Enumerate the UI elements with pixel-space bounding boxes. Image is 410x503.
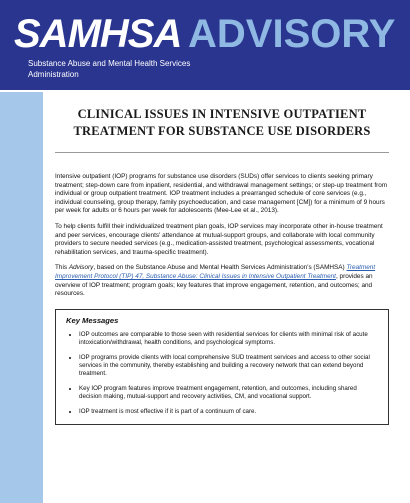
key-message-item: • IOP programs provide clients with local comprehensive SUD treatment services and access to other social services in the community, thereby establishing and building a recovery network that can extend beyond treatment. bbox=[79, 354, 378, 379]
advisory-label: ADVISORY bbox=[188, 12, 396, 56]
key-message-item: • Key IOP program features improve treatment engagement, retention, and outcomes, including shared decision making, mutual-support and recovery activities, CM, and vocational support. bbox=[79, 385, 378, 402]
key-messages-list bbox=[66, 331, 378, 416]
key-messages-box bbox=[55, 309, 389, 425]
title-divider bbox=[55, 152, 389, 153]
overview-lead: This bbox=[55, 264, 69, 272]
samhsa-logo: SAMHSA bbox=[14, 12, 182, 56]
overview-middle: , based on the Substance Abuse and Mental Health Services Administration's (SAMHSA) bbox=[93, 264, 347, 272]
intro-paragraph: Intensive outpatient (IOP) programs for substance use disorders (SUDs) offer services to clients seeking primary treatment; step-down care from inpatient, residential, and withdrawal management settings; or step-up treatment from individual or group outpatient treatment. IOP treatment includes a prearranged schedule of core services (e.g., individual counseling, group therapy, family psychoeducation, and case management [CM]) for a minimum of 9 hours per week for adults or 6 hours per week for adolescents (Mee-Lee et al., 2013). bbox=[55, 173, 388, 215]
overview-tail: , provides an overview of IOP treatment; program goals; key features that improve engagement, retention, and outcomes; and resources. bbox=[55, 272, 373, 298]
document-body bbox=[55, 92, 389, 425]
advisory-emphasis: Advisory bbox=[68, 264, 94, 272]
overview-paragraph bbox=[55, 264, 389, 298]
services-paragraph: To help clients fulfill their individualized treatment plan goals, IOP services may incorporate other in-house treatment and peer services, encourage clients' attendance at mutual-support groups, and collaborate with local community providers to secure needed services (e.g., medication-assisted treatment, psychological assessments, vocational rehabilitation services, and trauma-specific treatment). bbox=[55, 222, 383, 256]
key-message-item: • IOP outcomes are comparable to those seen with residential services for clients with minimal risk of acute intoxication/withdrawal, health conditions, and psychological symptoms. bbox=[79, 331, 378, 348]
org-name: Substance Abuse and Mental Health Services Administration bbox=[28, 59, 191, 79]
tip-47-link[interactable]: Treatment Improvement Protocol (TIP) 47, Substance Abuse: Clinical Issues in Intensive Outpatient Treatment bbox=[55, 264, 376, 280]
document-title: CLINICAL ISSUES IN INTENSIVE OUTPATIENT TREATMENT FOR SUBSTANCE USE DISORDERS bbox=[73, 107, 371, 138]
key-message-item: • IOP treatment is most effective if it is part of a continuum of care. bbox=[79, 408, 378, 416]
key-messages-title: Key Messages bbox=[66, 315, 119, 325]
sidebar-accent-bar bbox=[0, 92, 43, 503]
header-banner bbox=[0, 0, 410, 90]
